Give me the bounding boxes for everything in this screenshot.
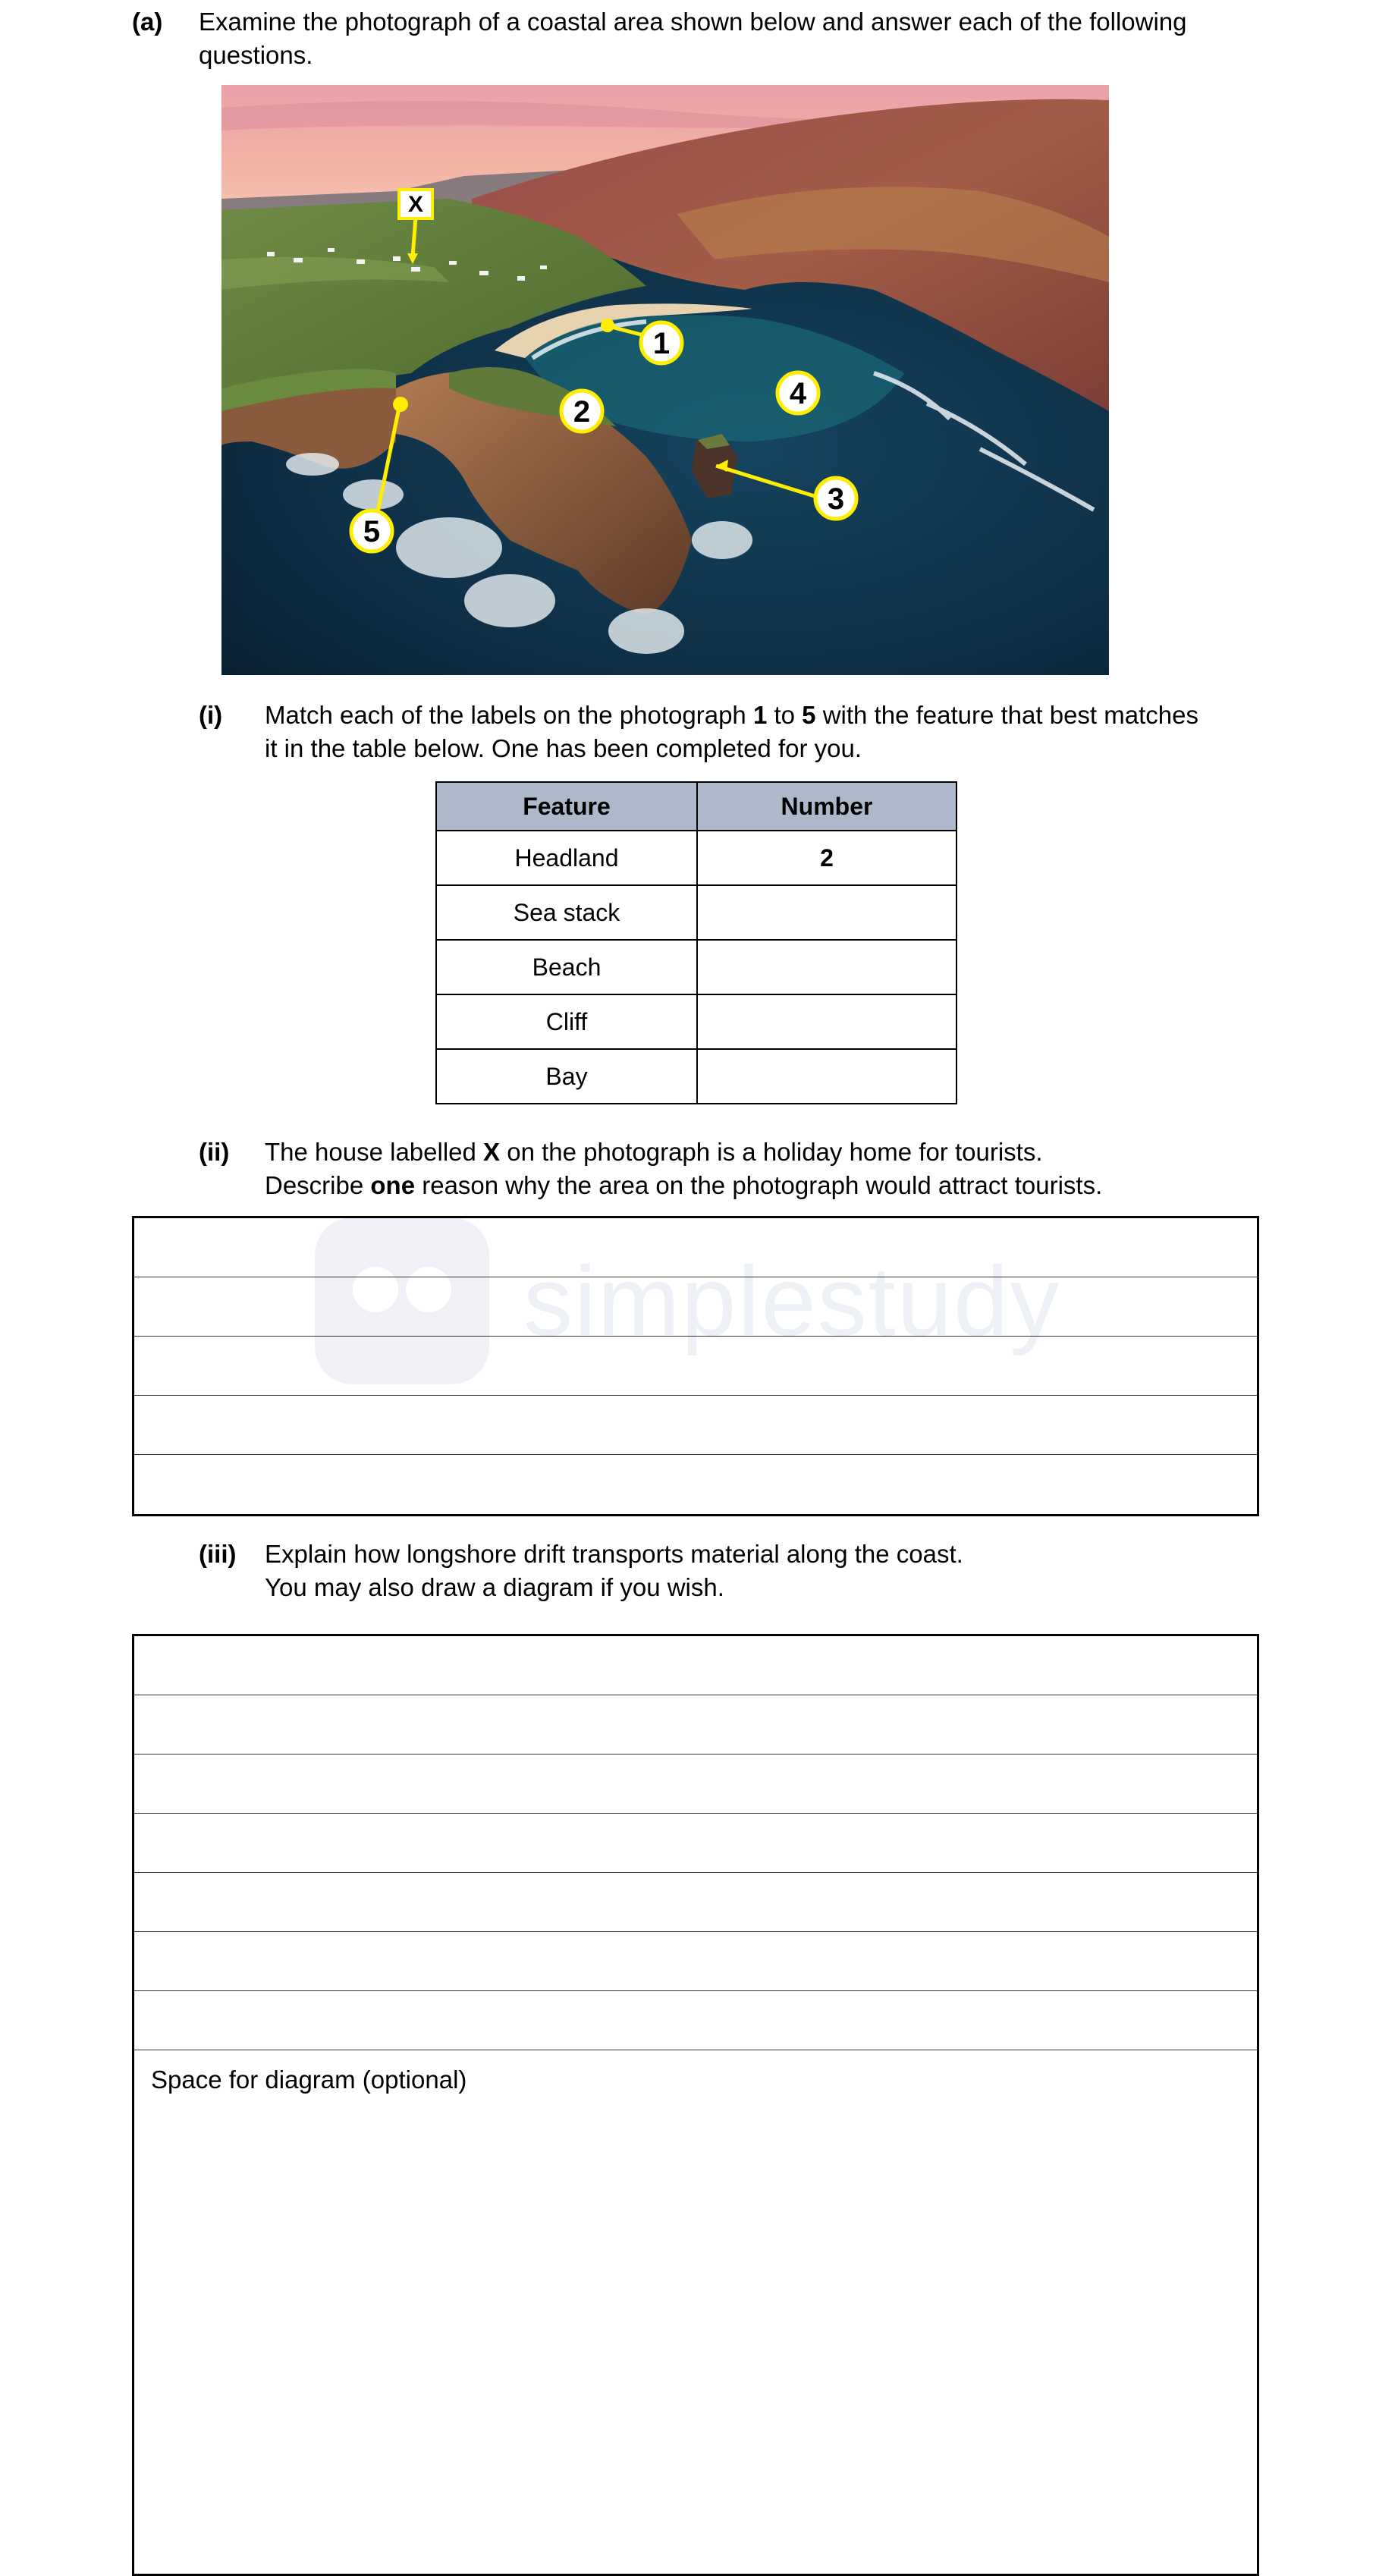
header-feature: Feature [436,782,697,831]
answer-line[interactable] [134,1991,1257,2050]
part-a-label: (a) [132,8,163,36]
feature-cell: Bay [436,1049,697,1104]
answer-line[interactable] [134,1636,1257,1695]
table-row [436,831,957,885]
answer-line[interactable] [134,1337,1257,1396]
answer-line[interactable] [134,1277,1257,1337]
part-iii-line1: Explain how longshore drift transports material along the coast. [265,1540,963,1568]
diagram-space[interactable] [134,2050,1257,2574]
table-row [436,994,957,1049]
number-cell[interactable] [697,994,957,1049]
part-ii-line2: Describe one reason why the area on the photograph would attract tourists. [265,1171,1103,1199]
answer-line[interactable] [134,1873,1257,1932]
header-number: Number [697,782,957,831]
feature-cell: Beach [436,940,697,994]
marker-5: 5 [363,515,381,548]
table-row [436,1049,957,1104]
marker-3: 3 [827,482,845,516]
marker-4: 4 [789,377,807,410]
answer-line[interactable] [134,1755,1257,1814]
part-iii-label: (iii) [199,1540,237,1568]
marker-2: 2 [573,395,591,429]
marker-1: 1 [652,327,671,360]
table-row [436,885,957,940]
table-header-row [436,782,957,831]
feature-cell: Headland [436,831,697,885]
number-cell: 2 [697,831,957,885]
number-cell[interactable] [697,940,957,994]
table-row [436,940,957,994]
feature-cell: Cliff [436,994,697,1049]
answer-box-iii[interactable] [132,1634,1259,2576]
answer-line[interactable] [134,1695,1257,1755]
answer-line[interactable] [134,1218,1257,1277]
number-cell[interactable] [697,885,957,940]
answer-line[interactable] [134,1455,1257,1514]
part-i-label: (i) [199,701,223,729]
answer-box-ii[interactable] [132,1216,1259,1516]
part-a-intro-line2: questions. [199,41,313,69]
part-ii-label: (ii) [199,1138,230,1166]
part-a-intro-line1: Examine the photograph of a coastal area shown below and answer each of the following [199,8,1187,36]
part-ii-line1: The house labelled X on the photograph is a holiday home for tourists. [265,1138,1043,1166]
answer-line[interactable] [134,1396,1257,1455]
number-cell[interactable] [697,1049,957,1104]
marker-x: X [407,192,424,217]
diagram-label: Space for diagram (optional) [151,2066,467,2094]
feature-cell: Sea stack [436,885,697,940]
coastal-photograph [221,85,1109,675]
part-i-line1: Match each of the labels on the photograph 1 to 5 with the feature that best matches [265,701,1198,729]
answer-line[interactable] [134,1932,1257,1991]
part-i-line2: it in the table below. One has been completed for you. [265,734,862,762]
feature-number-table [435,781,957,1104]
answer-line[interactable] [134,1814,1257,1873]
watermark-text: simplestudy [523,1246,1061,1356]
part-iii-line2: You may also draw a diagram if you wish. [265,1573,724,1601]
